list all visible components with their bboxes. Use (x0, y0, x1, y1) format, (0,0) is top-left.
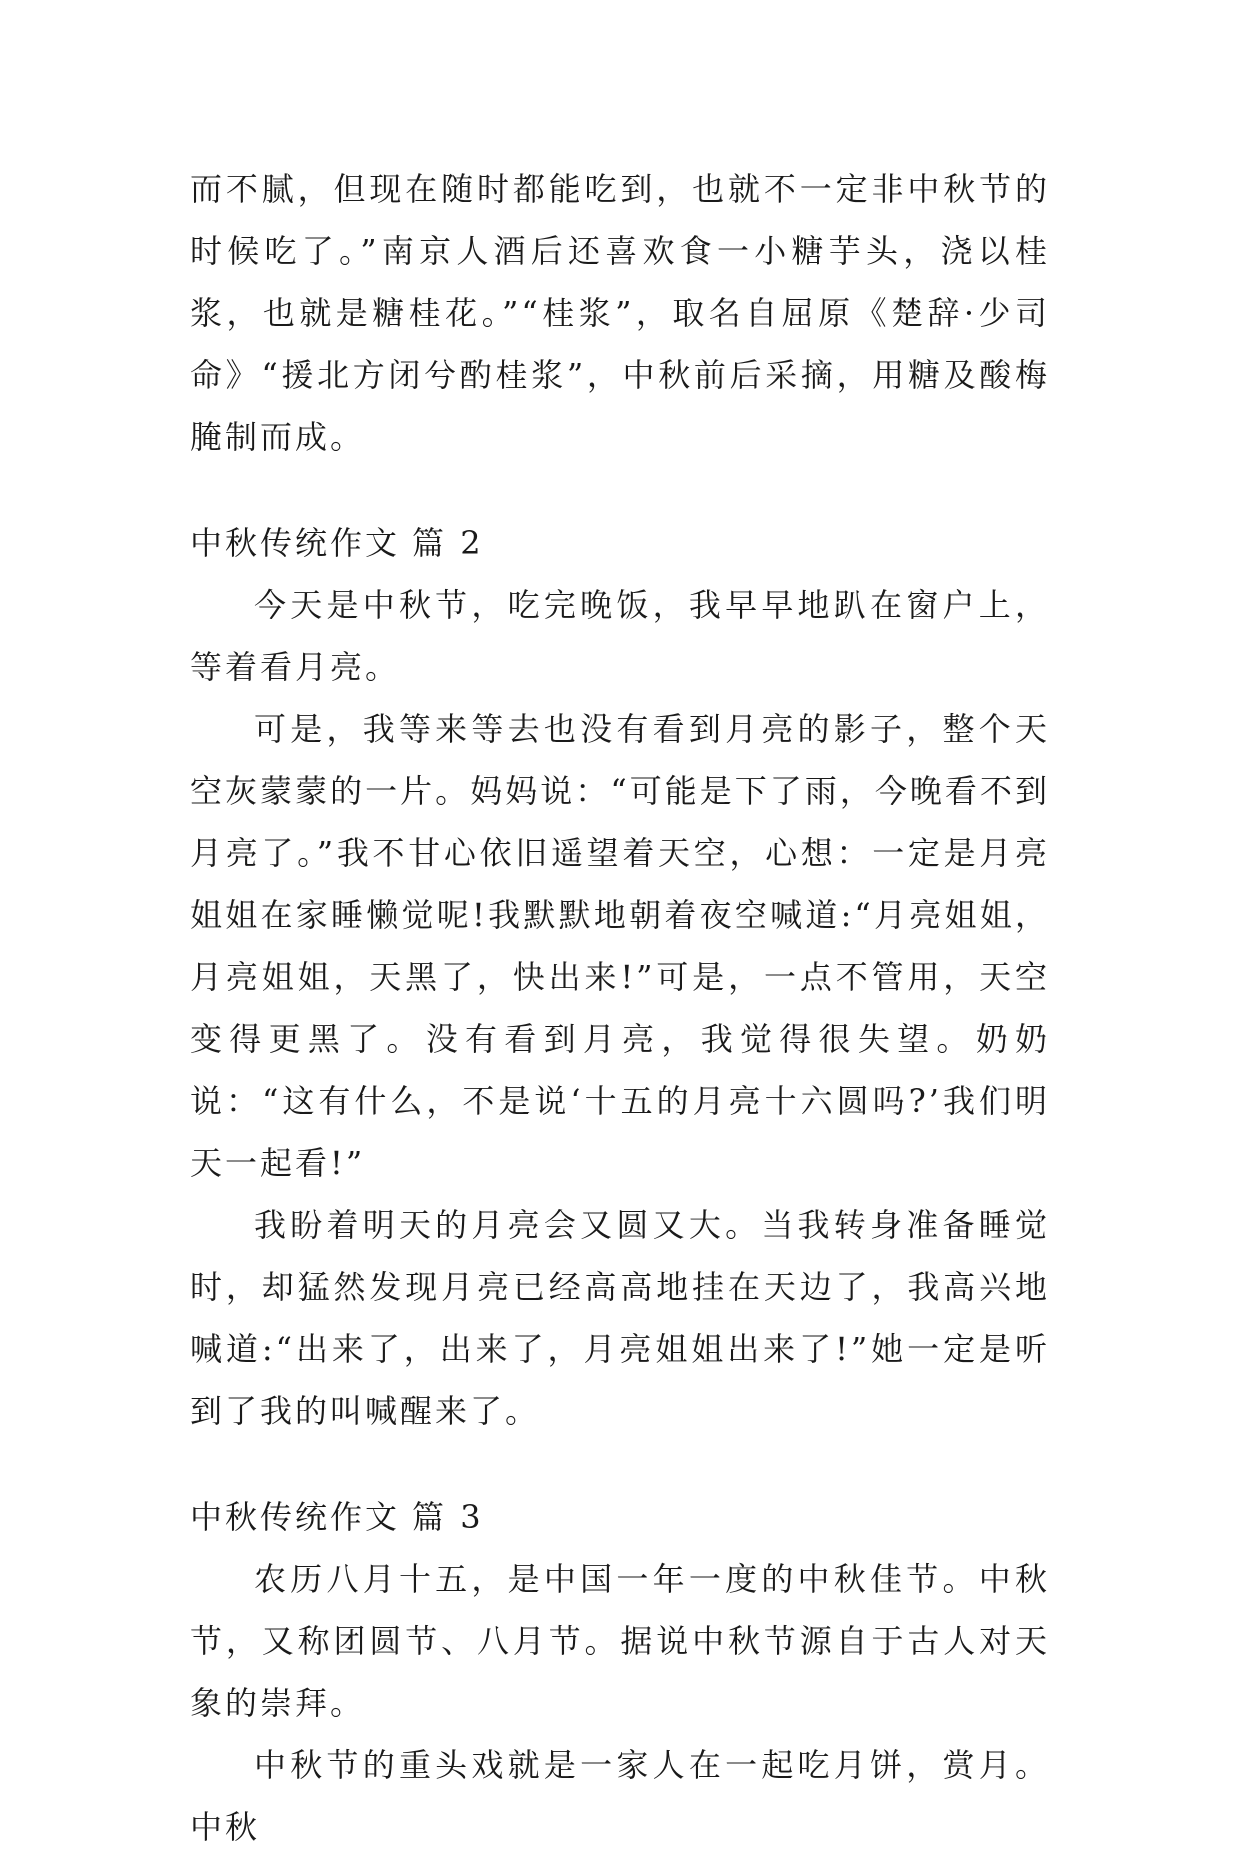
section-heading (190, 1486, 1050, 1548)
body-paragraph: 农历八月十五，是中国一年一度的中秋佳节。中秋节，又称团圆节、八月节。据说中秋节源自于古人对天象的崇拜。 (190, 1560, 1050, 1722)
section-heading (190, 512, 1050, 574)
section-heading-title: 中秋传统作文 (190, 524, 401, 562)
section-heading-title: 中秋传统作文 (190, 1498, 401, 1536)
body-paragraph: 可是，我等来等去也没有看到月亮的影子，整个天空灰蒙蒙的一片。妈妈说：“可能是下了雨，今晚看不到月亮了。”我不甘心依旧遥望着天空，心想：一定是月亮姐姐在家睡懒觉呢!我默默地朝着夜空喊道:“月亮姐姐，月亮姐姐，天黑了，快出来!”可是，一点不管用，天空变得更黑了。没有看到月亮，我觉得很失望。奶奶说：“这有什么，不是说‘十五的月亮十六圆吗?’我们明天一起看!” (190, 710, 1050, 1182)
body-paragraph: 今天是中秋节，吃完晚饭，我早早地趴在窗户上，等着看月亮。 (190, 586, 1050, 686)
continuation-paragraph: 而不腻，但现在随时都能吃到，也就不一定非中秋节的时候吃了。”南京人酒后还喜欢食一小糖芋头，浇以桂浆，也就是糖桂花。”“桂浆”，取名自屈原《楚辞·少司命》“援北方闭兮酌桂浆”，中秋前后采摘，用糖及酸梅腌制而成。 (190, 170, 1050, 456)
section-heading-number: 篇 3 (412, 1498, 484, 1536)
section-3 (190, 1486, 1050, 1858)
document-body (190, 158, 1050, 1858)
body-paragraph: 中秋节的重头戏就是一家人在一起吃月饼，赏月。中秋 (190, 1746, 1050, 1846)
body-paragraph: 我盼着明天的月亮会又圆又大。当我转身准备睡觉时，却猛然发现月亮已经高高地挂在天边了，我高兴地喊道:“出来了，出来了，月亮姐姐出来了!”她一定是听到了我的叫喊醒来了。 (190, 1206, 1050, 1430)
section-heading-number: 篇 2 (412, 524, 484, 562)
section-2 (190, 512, 1050, 1442)
